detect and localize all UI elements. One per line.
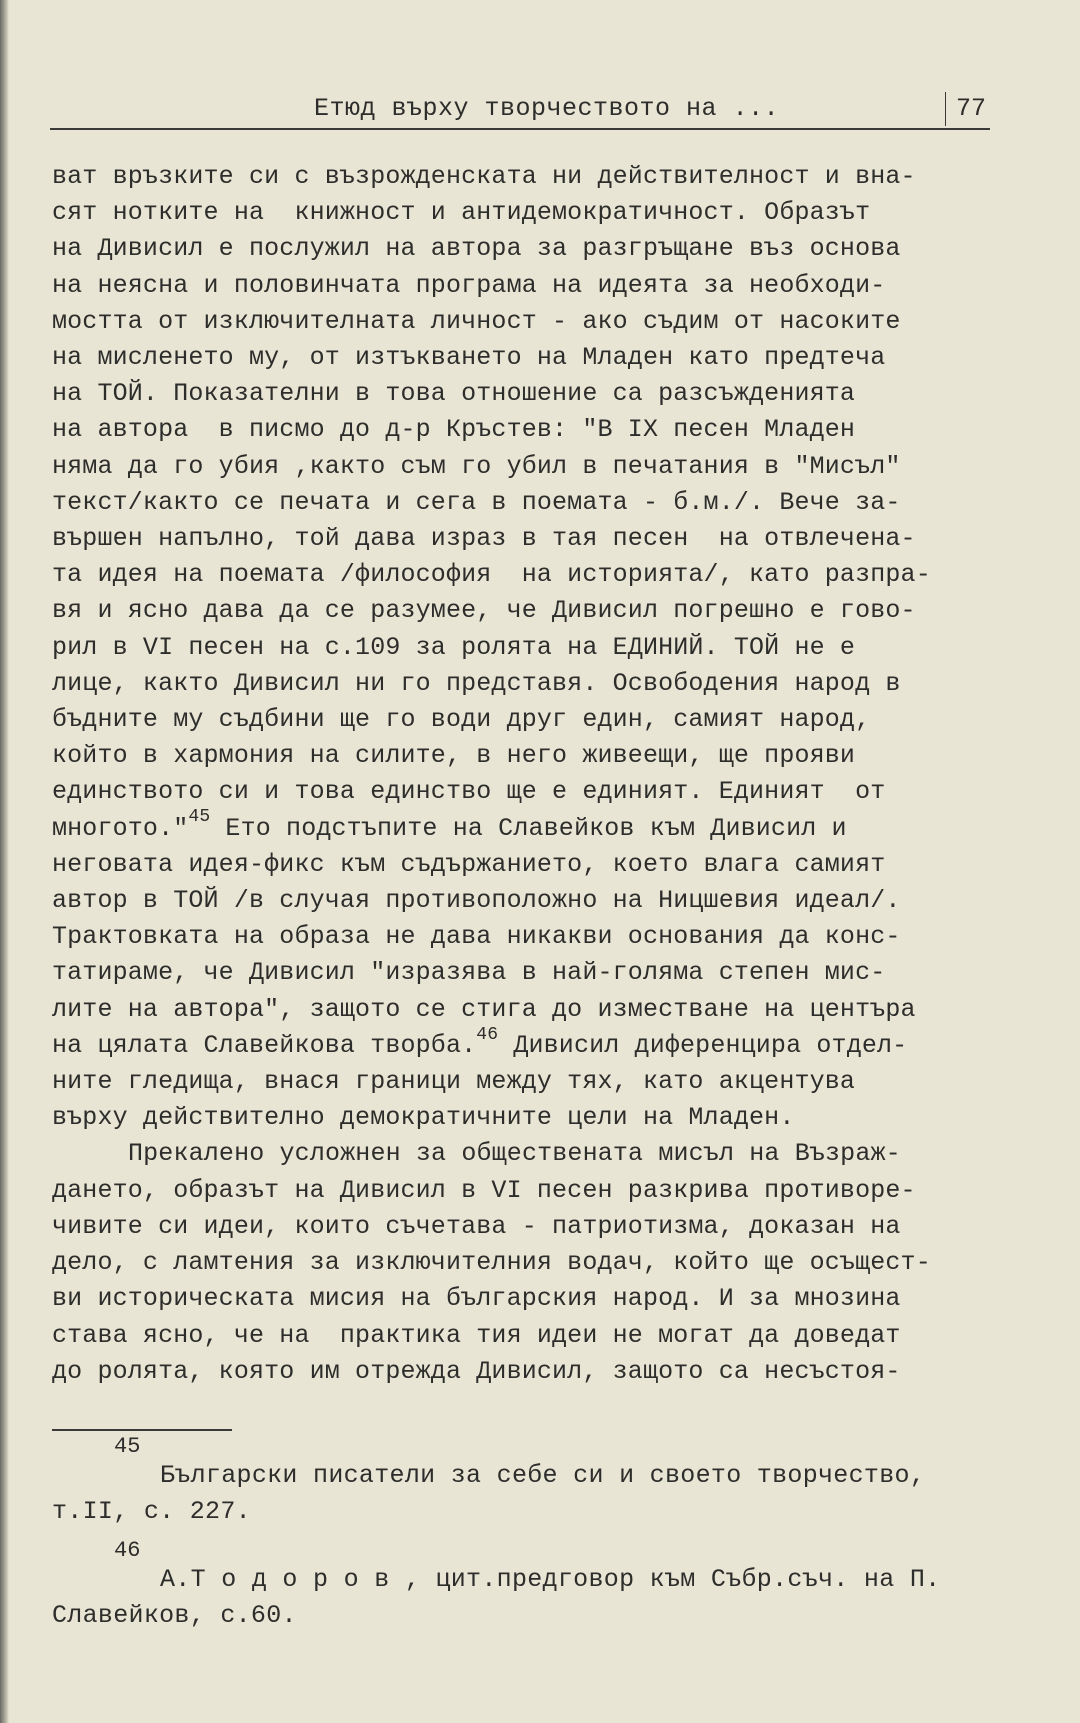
book-spine-shadow [0, 0, 9, 1723]
body-text [52, 159, 1012, 1390]
line-text: татираме, че Дивисил "изразява в най-голяма степен мис- [52, 958, 886, 988]
line-text: който в хармония на силите, в него живеещи, ще прояви [52, 741, 856, 771]
text-line [52, 231, 1012, 267]
line-text: няма да го убия ,както съм го убил в печатания в "Мисъл" [52, 451, 901, 481]
text-line [52, 1318, 1012, 1354]
text-line [52, 1173, 1012, 1209]
text-line [52, 807, 1012, 847]
text-line [52, 449, 1012, 485]
line-text: рил в VI песен на с.109 за ролята на ЕДИНИЙ. ТОЙ не е [52, 632, 856, 662]
line-text-continued: Дивисил диференцира отдел- [498, 1030, 908, 1060]
text-line [52, 847, 1012, 883]
text-line [52, 666, 1012, 702]
line-text: дането, образът на Дивисил в VI песен разкрива противоре- [52, 1175, 916, 1205]
line-text: многото." [52, 813, 189, 843]
line-text-continued: Ето подстъпите на Славейков към Дивисил и [210, 813, 847, 843]
line-text: до ролята, която им отрежда Дивисил, защото са несъстоя- [52, 1356, 901, 1386]
running-title: Етюд върху творчеството на ... [314, 94, 780, 123]
line-text: вършен напълно, той дава израз в тая песен на отвлечена- [52, 524, 916, 554]
text-line [52, 485, 1012, 521]
line-text: сят нотките на книжност и антидемократичност. Образът [52, 198, 871, 228]
text-line [52, 593, 1012, 629]
text-line [52, 1024, 1012, 1064]
line-text: лите на автора", защото се стига до изместване на центъра [52, 994, 916, 1024]
footnote-text: А.Т о д о р о в , цит.предговор към Събр.съч. на П. [160, 1565, 941, 1594]
text-line [52, 738, 1012, 774]
text-line [52, 774, 1012, 810]
line-text: върху действително демократичните цели на Младен. [52, 1103, 795, 1133]
text-line [52, 1281, 1012, 1317]
footnote [52, 1540, 1012, 1634]
text-line [52, 883, 1012, 919]
text-line [52, 304, 1012, 340]
footnote-text-continued: Славейков, с.60. [52, 1601, 297, 1630]
footnote-reference: 45 [188, 807, 211, 828]
line-text: ват връзките си с възрожденската ни действителност и вна- [52, 162, 916, 191]
text-line [52, 630, 1012, 666]
text-line [52, 412, 1012, 448]
footnotes [52, 1436, 1012, 1634]
line-text: Трактовката на образа не дава никакви основания да конс- [52, 922, 901, 952]
line-text: чивите си идеи, които съчетава - патриотизма, доказан на [52, 1211, 901, 1241]
line-text: та идея на поемата /философия на историята/, като разпра- [52, 560, 931, 590]
line-text: става ясно, че на практика тия идеи не могат да доведат [52, 1320, 901, 1350]
footnote [52, 1436, 1012, 1530]
text-line [52, 521, 1012, 557]
line-text: бъдните му съдбини ще го води друг един, самият народ, [52, 705, 871, 735]
line-text: единството си и това единство ще е единият. Единият от [52, 777, 886, 807]
header-divider [945, 92, 946, 126]
footnote-reference: 46 [476, 1024, 499, 1045]
text-line [52, 1100, 1012, 1136]
line-text: ви историческата мисия на българския народ. И за мнозина [52, 1284, 901, 1314]
text-line [52, 1136, 1012, 1172]
text-line [52, 340, 1012, 376]
footnote-number: 46 [114, 1538, 141, 1563]
text-line [52, 702, 1012, 738]
text-line [52, 376, 1012, 412]
footnote-number: 45 [114, 1434, 141, 1459]
line-text: вя и ясно дава да се разумее, че Дивисил погрешно е гово- [52, 596, 916, 626]
line-text: Прекалено усложнен за обществената мисъл на Възраж- [128, 1139, 901, 1169]
line-text: дело, с ламтения за изключителния водач, който ще осъщест- [52, 1248, 931, 1278]
footnote-text: Български писатели за себе си и своето творчество, [160, 1461, 926, 1490]
text-line [52, 1209, 1012, 1245]
line-text: на ТОЙ. Показателни в това отношение са разсъжденията [52, 379, 856, 409]
page-header [50, 88, 990, 130]
line-text: мостта от изключителната личност - ако съдим от насоките [52, 306, 901, 336]
text-line [52, 1245, 1012, 1281]
footnote-rule [52, 1429, 232, 1431]
text-line [52, 1354, 1012, 1390]
line-text: на автора в писмо до д-р Кръстев: "В IX песен Младен [52, 415, 856, 445]
line-text: на Дивисил е послужил на автора за разгръщане въз основа [52, 234, 901, 264]
text-line [52, 159, 1012, 195]
line-text: на цялата Славейкова творба. [52, 1030, 477, 1060]
line-text: лице, както Дивисил ни го представя. Освободения народ в [52, 668, 901, 698]
text-line [52, 992, 1012, 1028]
text-line [52, 557, 1012, 593]
line-text: текст/както се печата и сега в поемата - б.м./. Вече за- [52, 487, 901, 517]
line-text: автор в ТОЙ /в случая противоположно на Ницшевия идеал/. [52, 886, 901, 916]
text-line [52, 919, 1012, 955]
text-line [52, 955, 1012, 991]
text-line [52, 1064, 1012, 1100]
text-line [52, 268, 1012, 304]
line-text: ните гледища, внася граници между тях, като акцентува [52, 1067, 856, 1097]
footnote-text-continued: т.II, с. 227. [52, 1497, 251, 1526]
text-line [52, 195, 1012, 231]
page-number: 77 [956, 94, 987, 123]
line-text: на мисленето му, от изтъкването на Младен като предтеча [52, 343, 886, 373]
line-text: на неясна и половинчата програма на идеята за необходи- [52, 270, 886, 300]
line-text: неговата идея-фикс към съдържанието, което влага самият [52, 849, 886, 879]
